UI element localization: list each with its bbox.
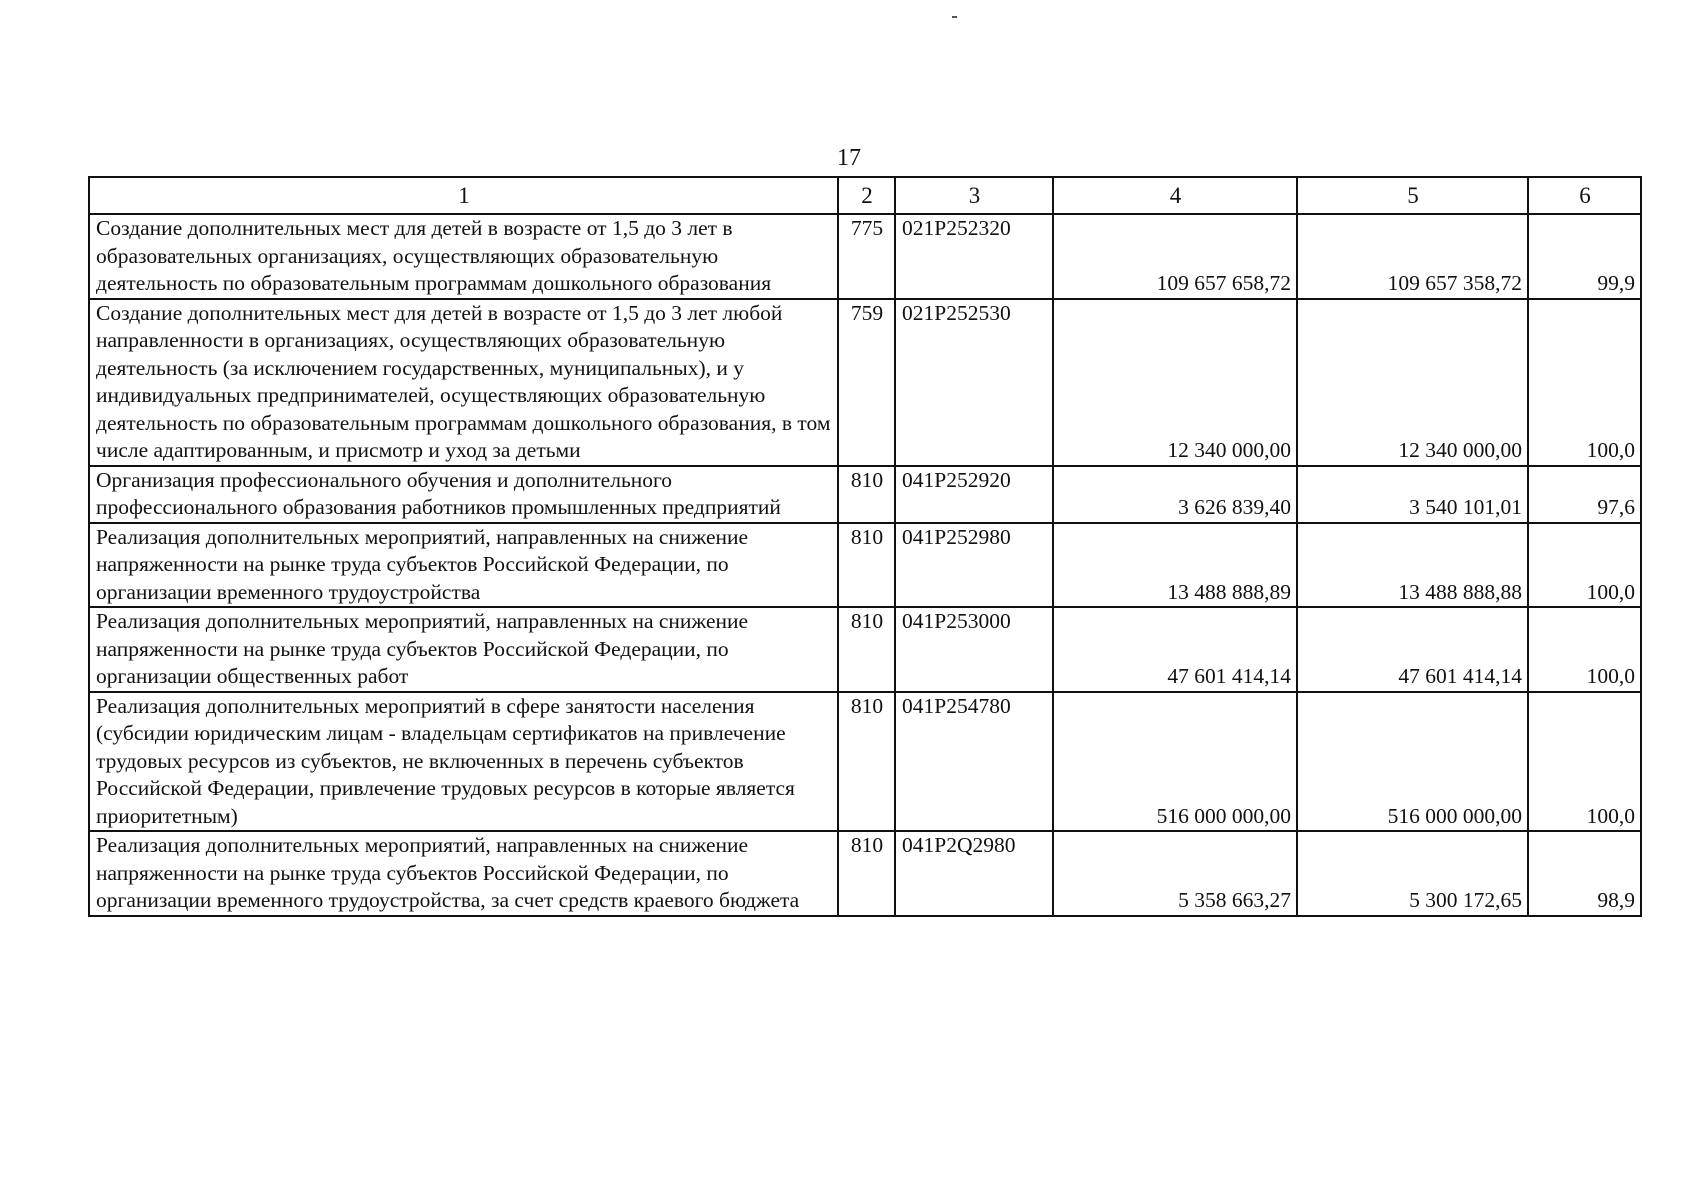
row-name: Создание дополнительных мест для детей в возрасте от 1,5 до 3 лет в образовательных организациях, осуществляющих образовательную деятельность по образовательным программам дошкольного образования [89,214,838,299]
row-percent: 98,9 [1528,831,1641,916]
row-code: 759 [838,299,895,466]
scan-speck [952,16,957,18]
row-name: Создание дополнительных мест для детей в возрасте от 1,5 до 3 лет любой направленности в организациях, осуществляющих образовательную деятельность (за исключением государственных, муниципальных), и у индивидуальных предпринимателей, осуществляющих образовательную деятельность по образовательным программам дошкольного образования, в том числе адаптированным, и присмотр и уход за детьми [89,299,838,466]
row-actual: 5 300 172,65 [1297,831,1528,916]
column-number-6: 6 [1528,177,1641,214]
row-kbk: 041P254780 [895,692,1053,832]
row-plan: 12 340 000,00 [1053,299,1297,466]
column-number-4: 4 [1053,177,1297,214]
row-plan: 109 657 658,72 [1053,214,1297,299]
column-number-1: 1 [89,177,838,214]
row-actual: 12 340 000,00 [1297,299,1528,466]
row-kbk: 041P253000 [895,607,1053,692]
row-plan: 516 000 000,00 [1053,692,1297,832]
table-row [89,607,1641,692]
row-plan: 13 488 888,89 [1053,523,1297,608]
row-percent: 100,0 [1528,299,1641,466]
table-row [89,466,1641,523]
column-number-row [89,177,1641,214]
table-row [89,214,1641,299]
row-code: 810 [838,831,895,916]
page-number: 17 [837,145,861,171]
row-kbk: 041P252920 [895,466,1053,523]
row-kbk: 041P252980 [895,523,1053,608]
row-actual: 3 540 101,01 [1297,466,1528,523]
row-kbk: 041P2Q2980 [895,831,1053,916]
row-percent: 100,0 [1528,607,1641,692]
row-kbk: 021P252530 [895,299,1053,466]
table-row [89,831,1641,916]
row-plan: 5 358 663,27 [1053,831,1297,916]
row-percent: 100,0 [1528,692,1641,832]
table-row [89,299,1641,466]
row-name: Организация профессионального обучения и дополнительного профессионального образования работников промышленных предприятий [89,466,838,523]
budget-execution-table [88,176,1642,917]
row-code: 810 [838,466,895,523]
row-percent: 100,0 [1528,523,1641,608]
table-row [89,692,1641,832]
row-plan: 3 626 839,40 [1053,466,1297,523]
row-code: 775 [838,214,895,299]
row-plan: 47 601 414,14 [1053,607,1297,692]
row-kbk: 021P252320 [895,214,1053,299]
row-code: 810 [838,692,895,832]
row-percent: 99,9 [1528,214,1641,299]
row-percent: 97,6 [1528,466,1641,523]
row-name: Реализация дополнительных мероприятий, направленных на снижение напряженности на рынке труда субъектов Российской Федерации, по организации общественных работ [89,607,838,692]
column-number-2: 2 [838,177,895,214]
row-name: Реализация дополнительных мероприятий в сфере занятости населения (субсидии юридическим лицам - владельцам сертификатов на привлечение трудовых ресурсов из субъектов, не включенных в перечень субъектов Российской Федерации, привлечение трудовых ресурсов в которые является приоритетным) [89,692,838,832]
column-number-3: 3 [895,177,1053,214]
row-name: Реализация дополнительных мероприятий, направленных на снижение напряженности на рынке труда субъектов Российской Федерации, по организации временного трудоустройства, за счет средств краевого бюджета [89,831,838,916]
table-row [89,523,1641,608]
row-code: 810 [838,607,895,692]
row-actual: 47 601 414,14 [1297,607,1528,692]
row-name: Реализация дополнительных мероприятий, направленных на снижение напряженности на рынке труда субъектов Российской Федерации, по организации временного трудоустройства [89,523,838,608]
row-actual: 109 657 358,72 [1297,214,1528,299]
row-actual: 13 488 888,88 [1297,523,1528,608]
row-code: 810 [838,523,895,608]
column-number-5: 5 [1297,177,1528,214]
row-actual: 516 000 000,00 [1297,692,1528,832]
